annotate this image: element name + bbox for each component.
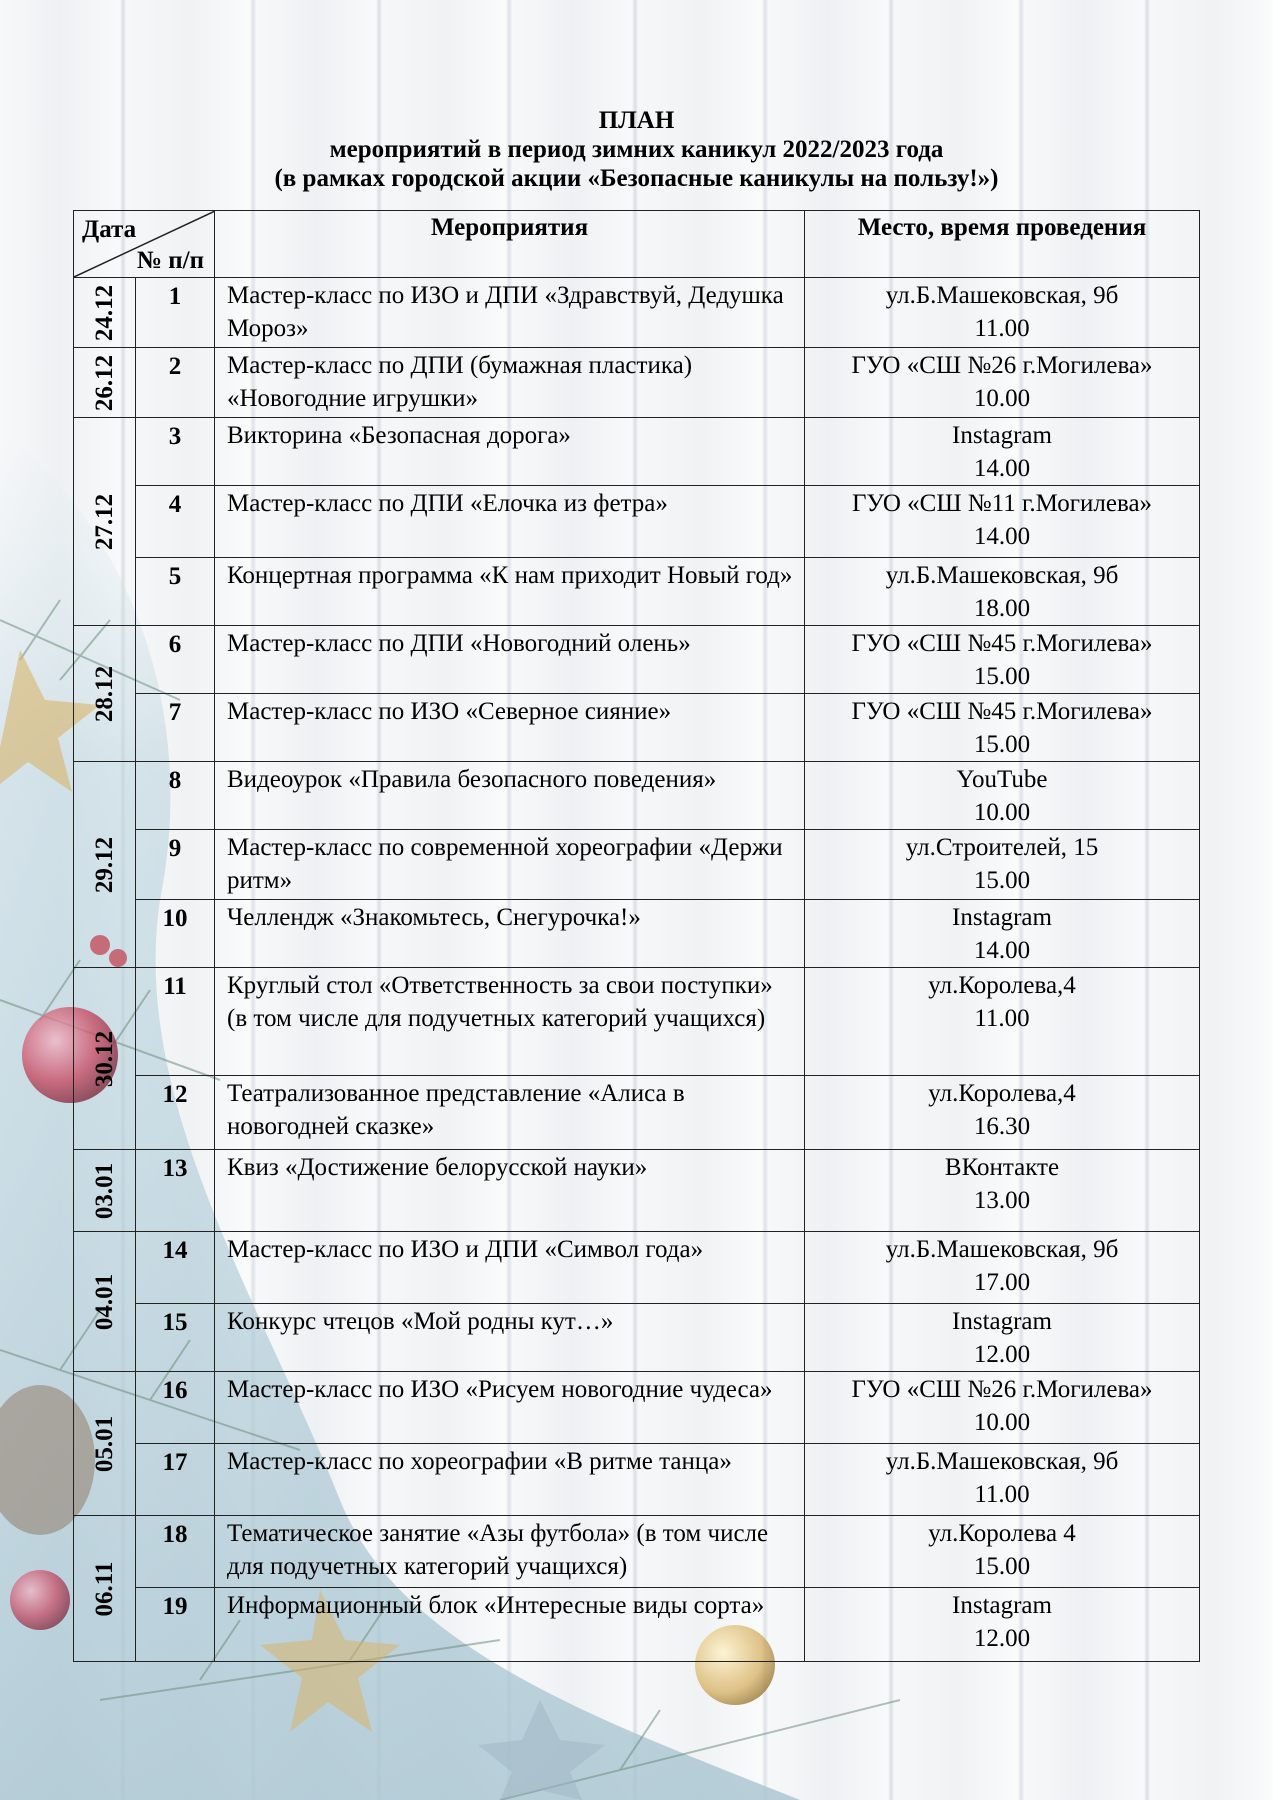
date-label: 05.01: [90, 1415, 118, 1472]
table-header-row: [74, 211, 1200, 278]
date-cell: [74, 762, 136, 968]
place-time-cell: [805, 1588, 1200, 1662]
place-name: YouTube: [956, 766, 1048, 793]
table-row: [74, 830, 1200, 900]
event-time: 15.00: [973, 663, 1031, 690]
date-label: 06.11: [90, 1561, 118, 1616]
place-name: Instagram: [952, 1308, 1052, 1335]
event-time: 17.00: [973, 1269, 1031, 1296]
document-header: [0, 106, 1273, 193]
table-row: [74, 694, 1200, 762]
col-date-header: Дата: [82, 216, 137, 243]
event-name: Викторина «Безопасная дорога»: [215, 418, 805, 486]
place-time-cell: [805, 694, 1200, 762]
table-row: [74, 348, 1200, 418]
table-row: [74, 486, 1200, 558]
row-number: 4: [136, 486, 215, 558]
row-number: 2: [136, 348, 215, 418]
table-row: [74, 1372, 1200, 1444]
table-row: [74, 968, 1200, 1076]
row-number: 18: [136, 1516, 215, 1588]
col-num-header: № п/п: [136, 247, 204, 274]
event-time: 12.00: [973, 1625, 1031, 1652]
event-name: Мастер-класс по ИЗО «Рисуем новогодние чудеса»: [215, 1372, 805, 1444]
place-name: ГУО «СШ №45 г.Могилева»: [851, 630, 1153, 657]
place-time-cell: [805, 1372, 1200, 1444]
place-name: ул.Королева 4: [928, 1520, 1076, 1547]
event-time: 18.00: [973, 595, 1031, 622]
place-time-cell: [805, 1150, 1200, 1232]
event-time: 10.00: [973, 1409, 1031, 1436]
place-name: ул.Королева,4: [928, 972, 1076, 999]
event-time: 15.00: [973, 1553, 1031, 1580]
place-name: ул.Королева,4: [928, 1080, 1076, 1107]
row-number: 9: [136, 830, 215, 900]
date-label: 30.12: [90, 1030, 118, 1087]
date-cell: [74, 348, 136, 418]
event-name: Тематическое занятие «Азы футбола» (в том числе для подучетных категорий учащихся): [215, 1516, 805, 1588]
date-cell: [74, 418, 136, 626]
row-number: 7: [136, 694, 215, 762]
event-time: 13.00: [973, 1187, 1031, 1214]
table-row: [74, 278, 1200, 348]
row-number: 12: [136, 1076, 215, 1150]
place-time-cell: [805, 418, 1200, 486]
event-name: Круглый стол «Ответственность за свои поступки» (в том числе для подучетных категорий учащихся): [215, 968, 805, 1076]
row-number: 14: [136, 1232, 215, 1304]
date-num-header: [74, 211, 215, 278]
place-name: Instagram: [952, 1592, 1052, 1619]
place-name: ВКонтакте: [944, 1154, 1060, 1181]
table-body: [74, 278, 1200, 1662]
header-title: ПЛАН: [598, 107, 675, 134]
event-time: 12.00: [973, 1341, 1031, 1368]
table-row: [74, 1076, 1200, 1150]
date-cell: [74, 1372, 136, 1516]
place-time-cell: [805, 1076, 1200, 1150]
event-time: 14.00: [973, 523, 1031, 550]
table-row: [74, 626, 1200, 694]
date-label: 24.12: [90, 284, 118, 341]
row-number: 5: [136, 558, 215, 626]
event-name: Видеоурок «Правила безопасного поведения»: [215, 762, 805, 830]
date-label: 29.12: [90, 836, 118, 893]
event-name: Квиз «Достижение белорусской науки»: [215, 1150, 805, 1232]
col-event-header: Мероприятия: [215, 211, 805, 278]
event-name: Мастер-класс по ИЗО «Северное сияние»: [215, 694, 805, 762]
row-number: 6: [136, 626, 215, 694]
row-number: 19: [136, 1588, 215, 1662]
place-name: ГУО «СШ №45 г.Могилева»: [851, 698, 1153, 725]
place-name: Instagram: [952, 422, 1052, 449]
place-time-cell: [805, 486, 1200, 558]
event-name: Концертная программа «К нам приходит Новый год»: [215, 558, 805, 626]
event-name: Информационный блок «Интересные виды сорта»: [215, 1588, 805, 1662]
place-name: ул.Б.Машековская, 9б: [885, 282, 1119, 309]
row-number: 1: [136, 278, 215, 348]
place-name: ул.Строителей, 15: [905, 834, 1099, 861]
place-time-cell: [805, 830, 1200, 900]
date-cell: [74, 278, 136, 348]
date-cell: [74, 626, 136, 762]
place-time-cell: [805, 278, 1200, 348]
event-time: 14.00: [973, 937, 1031, 964]
place-time-cell: [805, 1232, 1200, 1304]
date-label: 27.12: [90, 493, 118, 550]
event-time: 11.00: [974, 1005, 1030, 1032]
place-time-cell: [805, 1444, 1200, 1516]
place-name: ГУО «СШ №26 г.Могилева»: [851, 1376, 1153, 1403]
event-name: Челлендж «Знакомьтесь, Снегурочка!»: [215, 900, 805, 968]
table-row: [74, 762, 1200, 830]
event-name: Мастер-класс по ИЗО и ДПИ «Символ года»: [215, 1232, 805, 1304]
date-cell: [74, 1232, 136, 1372]
table-row: [74, 558, 1200, 626]
place-name: ГУО «СШ №11 г.Могилева»: [851, 490, 1153, 517]
event-name: Театрализованное представление «Алиса в новогодней сказке»: [215, 1076, 805, 1150]
event-time: 10.00: [973, 799, 1031, 826]
place-time-cell: [805, 762, 1200, 830]
row-number: 13: [136, 1150, 215, 1232]
place-time-cell: [805, 626, 1200, 694]
date-label: 03.01: [90, 1162, 118, 1219]
row-number: 11: [136, 968, 215, 1076]
date-cell: [74, 1516, 136, 1662]
header-subtitle-2: (в рамках городской акции «Безопасные каникулы на пользу!»): [274, 165, 999, 192]
place-time-cell: [805, 1304, 1200, 1372]
table-row: [74, 1444, 1200, 1516]
table-row: [74, 1588, 1200, 1662]
event-time: 16.30: [973, 1113, 1031, 1140]
row-number: 10: [136, 900, 215, 968]
place-time-cell: [805, 348, 1200, 418]
row-number: 16: [136, 1372, 215, 1444]
table-row: [74, 1232, 1200, 1304]
date-label: 26.12: [90, 354, 118, 411]
date-cell: [74, 968, 136, 1150]
event-time: 15.00: [973, 867, 1031, 894]
event-name: Мастер-класс по хореографии «В ритме танца»: [215, 1444, 805, 1516]
place-time-cell: [805, 558, 1200, 626]
event-time: 11.00: [974, 315, 1030, 342]
place-name: ул.Б.Машековская, 9б: [885, 1448, 1119, 1475]
date-cell: [74, 1150, 136, 1232]
events-table: [73, 210, 1200, 1662]
event-name: Мастер-класс по ДПИ «Елочка из фетра»: [215, 486, 805, 558]
event-name: Конкурс чтецов «Мой родны кут…»: [215, 1304, 805, 1372]
place-name: ГУО «СШ №26 г.Могилева»: [851, 352, 1153, 379]
place-name: Instagram: [952, 904, 1052, 931]
place-time-cell: [805, 900, 1200, 968]
table-row: [74, 1150, 1200, 1232]
place-time-cell: [805, 968, 1200, 1076]
table-row: [74, 418, 1200, 486]
place-name: ул.Б.Машековская, 9б: [885, 562, 1119, 589]
place-time-cell: [805, 1516, 1200, 1588]
header-subtitle: мероприятий в период зимних каникул 2022/2023 года: [329, 136, 944, 163]
table-row: [74, 1516, 1200, 1588]
place-name: ул.Б.Машековская, 9б: [885, 1236, 1119, 1263]
row-number: 17: [136, 1444, 215, 1516]
date-label: 04.01: [90, 1273, 118, 1330]
event-name: Мастер-класс по ДПИ (бумажная пластика) «Новогодние игрушки»: [215, 348, 805, 418]
row-number: 3: [136, 418, 215, 486]
col-place-header: Место, время проведения: [805, 211, 1200, 278]
event-name: Мастер-класс по ДПИ «Новогодний олень»: [215, 626, 805, 694]
event-name: Мастер-класс по современной хореографии «Держи ритм»: [215, 830, 805, 900]
event-time: 14.00: [973, 455, 1031, 482]
row-number: 8: [136, 762, 215, 830]
table-row: [74, 900, 1200, 968]
event-time: 10.00: [973, 385, 1031, 412]
date-label: 28.12: [90, 665, 118, 722]
event-name: Мастер-класс по ИЗО и ДПИ «Здравствуй, Дедушка Мороз»: [215, 278, 805, 348]
table-row: [74, 1304, 1200, 1372]
event-time: 11.00: [974, 1481, 1030, 1508]
row-number: 15: [136, 1304, 215, 1372]
event-time: 15.00: [973, 731, 1031, 758]
